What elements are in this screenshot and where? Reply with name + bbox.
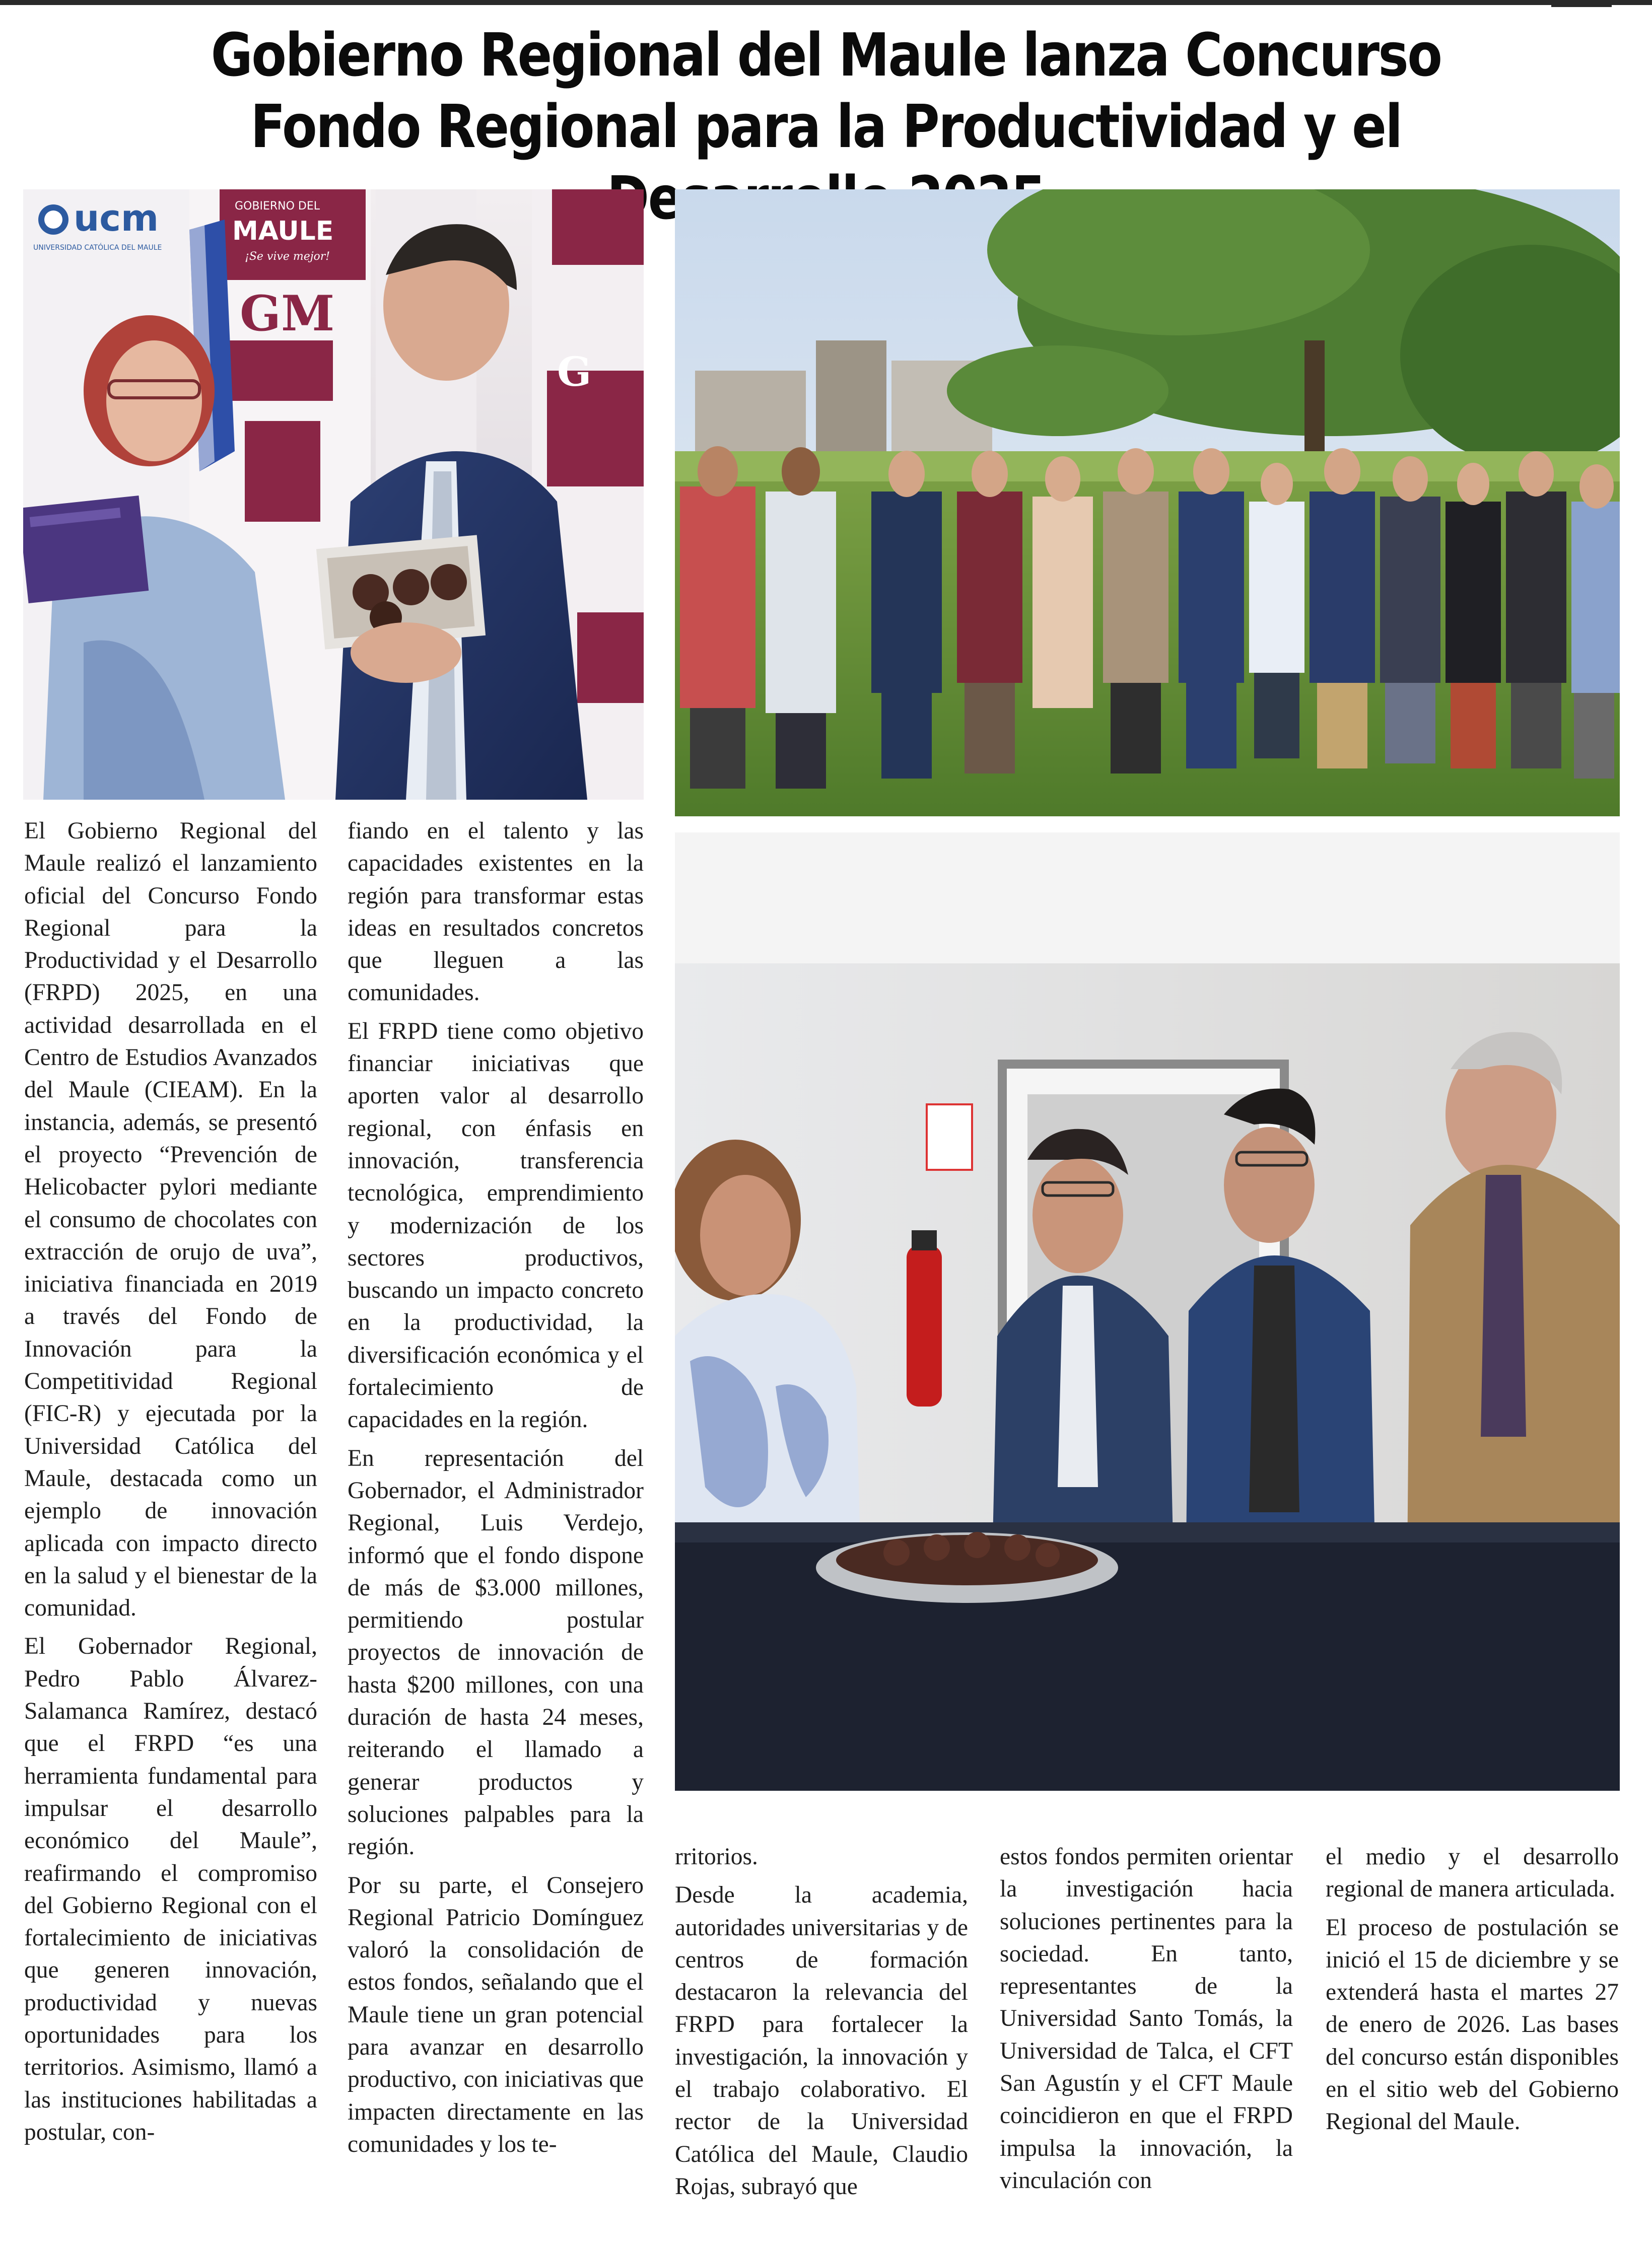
ucm-caption-text: UNIVERSIDAD CATÓLICA DEL MAULE (33, 244, 162, 252)
article-column-5 (1326, 1841, 1619, 2138)
article-column-4 (1000, 1841, 1293, 2197)
paragraph: El proceso de postulación se inició el 15 de diciembre y se extenderá hasta el martes 27 de enero de 2026. Las bases del concurso están disponibles en el sitio web del Gobierno Regional del Maule. (1326, 1914, 1619, 2135)
gore-small-text: GOBIERNO DEL (235, 200, 320, 213)
paragraph: fiando en el talento y las capacidades existentes en la región para transformar estas ideas en resultados concretos que lleguen a las comunidades. (348, 818, 644, 1006)
paragraph: Desde la academia, autoridades universitarias y de centros de formación destacaron la relevancia del FRPD para fortalecer la investigación, la innovación y el trabajo colaborativo. El rector de la Universidad Católica del Maule, Claudio Rojas, subrayó que (675, 1882, 968, 2200)
paragraph: el medio y el desarrollo regional de manera articulada. (1326, 1844, 1619, 1903)
photo-chocolate-presentation (23, 189, 644, 800)
article-column-2 (348, 815, 644, 2160)
top-rule-tab (1551, 0, 1612, 7)
top-rule (0, 0, 1652, 5)
photo-indoor-tasting (675, 832, 1620, 1791)
paragraph: El Gobernador Regional, Pedro Pablo Álvarez-Salamanca Ramírez, destacó que el FRPD “es una herramienta fundamental para impulsar el desarrollo económico del Maule”, reafirmando el compromiso del Gobierno Regional con el fortalecimiento de iniciativas que generen innovación, productividad y nuevas oportunidades para los territorios. Asimismo, llamó a las instituciones habilitadas a postular, con- (24, 1633, 317, 2145)
paragraph: rritorios. (675, 1844, 758, 1870)
gore-slogan-text: ¡Se vive mejor! (245, 250, 330, 263)
paragraph: estos fondos permiten orientar la investigación hacia soluciones pertinentes para la sociedad. En tanto, representantes de la Universidad Santo Tomás, la Universidad de Talca, el CFT San Agustín y el CFT Maule coincidieron en que el FRPD impulsa la innovación, la vinculación con (1000, 1844, 1293, 2194)
paragraph: El Gobierno Regional del Maule realizó el lanzamiento oficial del Concurso Fondo Regional para la Productividad y el Desarrollo (FRPD) 2025, en una actividad desarrollada en el Centro de Estudios Avanzados del Maule (CIEAM). En la instancia, además, se presentó el proyecto “Prevención de Helicobacter pylori mediante el consumo de chocolates con extracción de orujo de uva”, iniciativa financiada en 2019 a través del Fondo de Innovación para la Competitividad Regional (FIC-R) y ejecutada por la Universidad Católica del Maule, destacada como un ejemplo de innovación aplicada con impacto directo en la salud y el bienestar de la comunidad. (24, 818, 317, 1622)
article-column-3 (675, 1841, 968, 2203)
svg-text:G: G (557, 348, 592, 395)
gore-big-text: MAULE (232, 216, 334, 246)
photo-group-park (675, 189, 1620, 816)
paragraph: Por su parte, el Consejero Regional Patricio Domínguez valoró la consolidación de estos fondos, señalando que el Maule tiene un gran potencial para avanzar en desarrollo productivo, con iniciativas que impacten directamente en las comunidades y los te- (348, 1872, 644, 2157)
article-column-1 (24, 815, 317, 2148)
ucm-logo-text: ucm (74, 197, 159, 239)
gm-mark-text: GM (240, 285, 335, 342)
paragraph: En representación del Gobernador, el Administrador Regional, Luis Verdejo, informó que el fondo dispone de más de $3.000 millones, permitiendo postular proyectos de innovación de hasta $200 millones, con una duración de hasta 24 meses, reiterando el llamado a generar productos y soluciones palpables para la región. (348, 1445, 644, 1860)
paragraph: El FRPD tiene como objetivo financiar iniciativas que aporten valor al desarrollo regional, con énfasis en innovación, transferencia tecnológica, emprendimiento y modernización de los sectores productivos, buscando un impacto concreto en la productividad, la diversificación económica y el fortalecimiento de capacidades en la región. (348, 1018, 644, 1433)
headline: Gobierno Regional del Maule lanza Concurso Fondo Regional para la Productividad y el (211, 20, 1441, 161)
